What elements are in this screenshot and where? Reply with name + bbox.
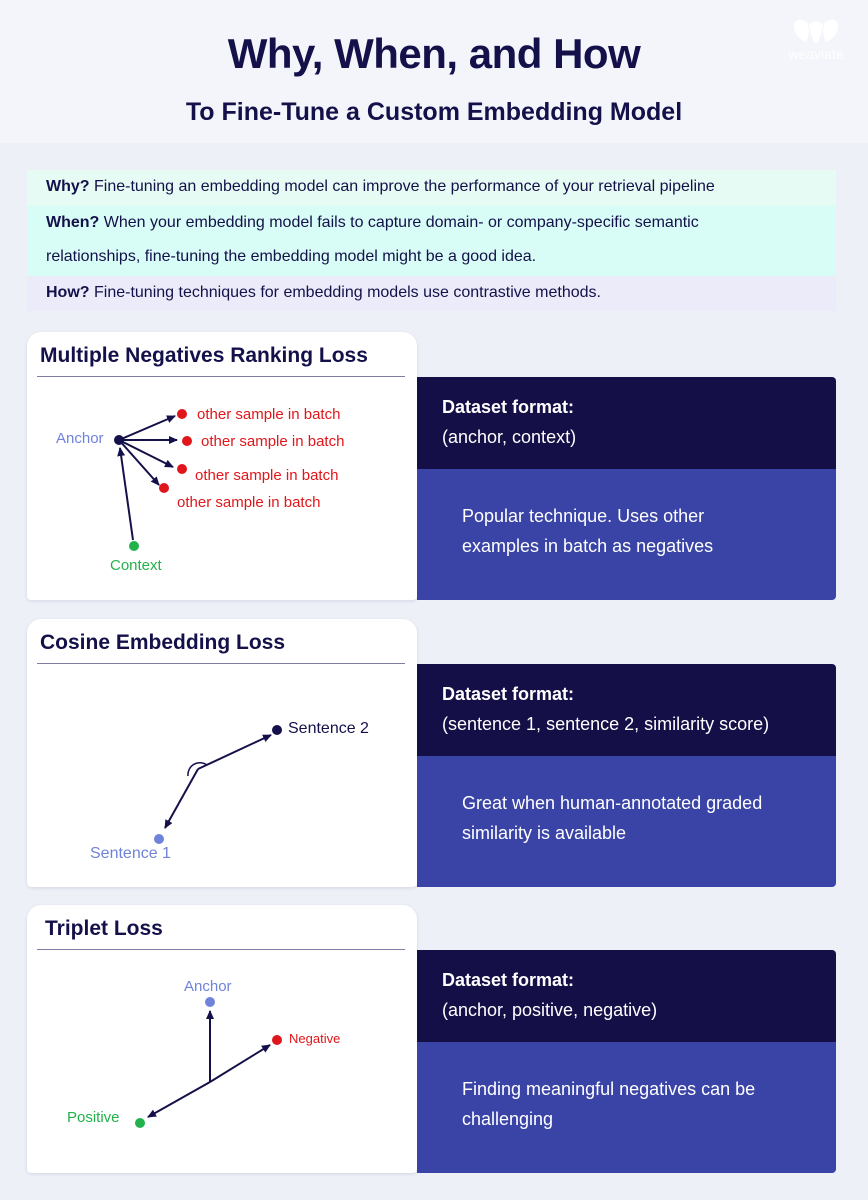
dataset-format-label: Dataset format: bbox=[442, 397, 575, 417]
arrow-to-other-3 bbox=[119, 440, 173, 467]
description-line-2: examples in batch as negatives bbox=[462, 536, 714, 556]
dataset-format-label: Dataset format: bbox=[442, 684, 575, 704]
arrow-to-sentence-2 bbox=[198, 735, 271, 769]
mnrl-info-panel bbox=[417, 377, 836, 600]
mnrl-diagram-panel bbox=[27, 332, 417, 600]
sentence-2-point bbox=[272, 725, 282, 735]
positive-point bbox=[135, 1118, 145, 1128]
mnrl-card bbox=[27, 332, 836, 600]
other-sample-label-1: other sample in batch bbox=[197, 406, 341, 423]
description-line-2: challenging bbox=[462, 1109, 554, 1129]
when-text-line-1: When your embedding model fails to capture domain- or company-specific semantic bbox=[103, 214, 699, 231]
when-row bbox=[27, 206, 836, 276]
dataset-format-box bbox=[417, 664, 836, 756]
description-box bbox=[417, 469, 836, 600]
anchor-point bbox=[205, 997, 215, 1007]
description-line-1: Finding meaningful negatives can be bbox=[462, 1079, 756, 1099]
description-text bbox=[462, 788, 812, 848]
triplet-info-panel bbox=[417, 950, 836, 1173]
negative-label: Negative bbox=[289, 1031, 341, 1046]
why-label: Why? bbox=[46, 178, 90, 195]
description-text bbox=[462, 501, 812, 561]
sentence-1-point bbox=[154, 834, 164, 844]
dataset-format-value: (anchor, context) bbox=[442, 427, 577, 447]
dataset-format-box bbox=[417, 950, 836, 1042]
description-box bbox=[417, 756, 836, 887]
other-sample-label-2: other sample in batch bbox=[201, 433, 345, 450]
mnrl-diagram bbox=[27, 332, 417, 600]
arrow-to-other-1 bbox=[119, 416, 175, 440]
other-sample-point-1 bbox=[177, 409, 187, 419]
other-sample-label-4: other sample in batch bbox=[177, 494, 321, 511]
triplet-card bbox=[27, 905, 836, 1173]
arrow-context-to-anchor bbox=[120, 448, 133, 540]
context-point bbox=[129, 541, 139, 551]
cosine-diagram-panel bbox=[27, 619, 417, 887]
logo-text: weaviate bbox=[788, 46, 844, 62]
cosine-card-title: Cosine Embedding Loss bbox=[40, 631, 286, 654]
arrow-to-sentence-1 bbox=[165, 769, 198, 828]
description-box bbox=[417, 1042, 836, 1173]
weaviate-logo bbox=[776, 14, 856, 66]
dataset-format-value: (sentence 1, sentence 2, similarity score) bbox=[442, 714, 770, 734]
when-label: When? bbox=[46, 214, 100, 231]
cosine-card bbox=[27, 619, 836, 887]
other-sample-point-4 bbox=[159, 483, 169, 493]
anchor-label: Anchor bbox=[56, 430, 104, 447]
cosine-diagram bbox=[27, 619, 417, 887]
anchor-point bbox=[114, 435, 124, 445]
why-row bbox=[27, 170, 836, 206]
sentence-1-label: Sentence 1 bbox=[90, 845, 171, 862]
how-label: How? bbox=[46, 284, 90, 301]
triplet-diagram bbox=[27, 905, 417, 1173]
other-sample-point-3 bbox=[177, 464, 187, 474]
triplet-card-title: Triplet Loss bbox=[45, 917, 163, 940]
negative-point bbox=[272, 1035, 282, 1045]
header bbox=[0, 0, 868, 143]
description-text bbox=[462, 1074, 812, 1134]
page-title: Why, When, and How bbox=[227, 30, 641, 77]
other-sample-point-2 bbox=[182, 436, 192, 446]
arrow-to-positive bbox=[148, 1082, 210, 1117]
mnrl-card-title: Multiple Negatives Ranking Loss bbox=[40, 344, 368, 367]
description-line-1: Great when human-annotated graded bbox=[462, 793, 763, 813]
dataset-format-label: Dataset format: bbox=[442, 970, 575, 990]
how-text: Fine-tuning techniques for embedding models use contrastive methods. bbox=[94, 284, 601, 301]
dataset-format-value: (anchor, positive, negative) bbox=[442, 1000, 658, 1020]
triplet-diagram-panel bbox=[27, 905, 417, 1173]
cosine-info-panel bbox=[417, 664, 836, 887]
weaviate-logo-icon bbox=[776, 14, 856, 48]
why-text: Fine-tuning an embedding model can improve the performance of your retrieval pipeline bbox=[94, 178, 715, 195]
sentence-2-label: Sentence 2 bbox=[288, 720, 369, 737]
when-text-line-2: relationships, fine-tuning the embedding model might be a good idea. bbox=[46, 248, 537, 265]
how-row bbox=[27, 276, 836, 311]
description-line-2: similarity is available bbox=[462, 823, 627, 843]
context-label: Context bbox=[110, 557, 162, 574]
arrow-to-negative bbox=[210, 1045, 270, 1082]
page-subtitle: To Fine-Tune a Custom Embedding Model bbox=[185, 98, 683, 126]
anchor-label: Anchor bbox=[184, 978, 232, 995]
description-line-1: Popular technique. Uses other bbox=[462, 506, 705, 526]
positive-label: Positive bbox=[67, 1109, 120, 1126]
other-sample-label-3: other sample in batch bbox=[195, 467, 339, 484]
dataset-format-box bbox=[417, 377, 836, 469]
